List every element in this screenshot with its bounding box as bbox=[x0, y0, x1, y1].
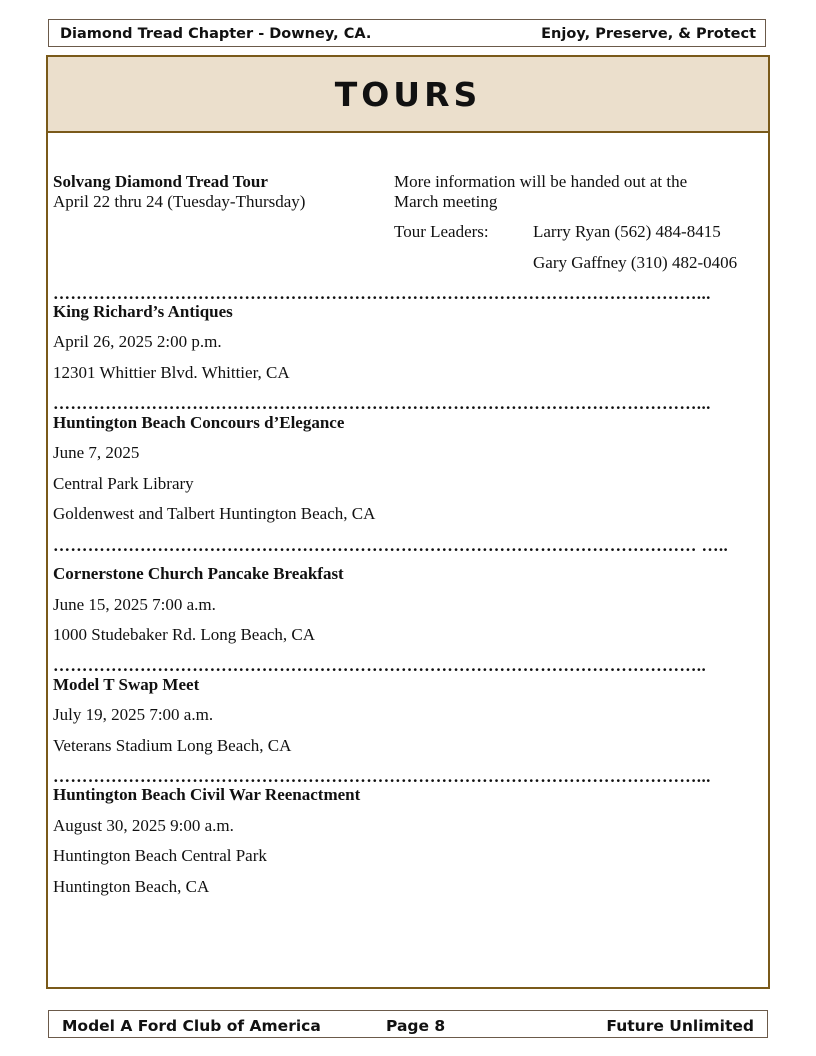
event-line: 12301 Whittier Blvd. Whittier, CA bbox=[53, 363, 290, 382]
event-title: Cornerstone Church Pancake Breakfast bbox=[53, 564, 344, 583]
solvang-dates: April 22 thru 24 (Tuesday-Thursday) bbox=[53, 192, 306, 211]
event-line: July 19, 2025 7:00 a.m. bbox=[53, 705, 214, 724]
event-line: August 30, 2025 9:00 a.m. bbox=[53, 816, 234, 835]
tour-leader-1: Larry Ryan (562) 484-8415 bbox=[533, 222, 721, 241]
event-line: April 26, 2025 2:00 p.m. bbox=[53, 332, 222, 351]
tour-leader-2: Gary Gaffney (310) 482-0406 bbox=[533, 253, 738, 272]
event-line: June 15, 2025 7:00 a.m. bbox=[53, 595, 216, 614]
event-line: Central Park Library bbox=[53, 474, 194, 493]
chapter-name: Diamond Tread Chapter - Downey, CA. bbox=[60, 26, 372, 42]
event-line: Veterans Stadium Long Beach, CA bbox=[53, 736, 292, 755]
page-number: Page 8 bbox=[386, 1017, 446, 1035]
newsletter-name: Future Unlimited bbox=[606, 1017, 754, 1035]
tours-banner bbox=[48, 57, 768, 133]
separator: …………………………………………………………………………………………………... bbox=[53, 284, 711, 303]
event-line: 1000 Studebaker Rd. Long Beach, CA bbox=[53, 625, 316, 644]
event-line: Goldenwest and Talbert Huntington Beach, CA bbox=[53, 504, 376, 523]
tour-leaders-label: Tour Leaders: bbox=[394, 222, 489, 241]
event-line: June 7, 2025 bbox=[53, 443, 140, 462]
event-line: Huntington Beach, CA bbox=[53, 877, 210, 896]
separator: ………………………………………………………………………………………………….. bbox=[53, 656, 707, 675]
page-header bbox=[48, 19, 766, 47]
page-footer bbox=[48, 1010, 768, 1038]
page-title: TOURS bbox=[334, 75, 482, 114]
solvang-info-line1: More information will be handed out at the bbox=[394, 172, 688, 191]
club-name: Model A Ford Club of America bbox=[62, 1017, 321, 1035]
separator: …………………………………………………………………………………………………... bbox=[53, 394, 711, 413]
chapter-motto: Enjoy, Preserve, & Protect bbox=[541, 26, 756, 42]
separator: …………………………………………………………………………………………………... bbox=[53, 767, 711, 786]
solvang-title: Solvang Diamond Tread Tour bbox=[53, 172, 268, 191]
event-title: King Richard’s Antiques bbox=[53, 302, 233, 321]
event-title: Model T Swap Meet bbox=[53, 675, 200, 694]
event-title: Huntington Beach Concours d’Elegance bbox=[53, 413, 345, 432]
separator: ………………………………………………………………………………………………… ….. bbox=[53, 536, 729, 555]
solvang-info-line2: March meeting bbox=[394, 192, 498, 211]
event-title: Huntington Beach Civil War Reenactment bbox=[53, 785, 361, 804]
event-line: Huntington Beach Central Park bbox=[53, 846, 267, 865]
